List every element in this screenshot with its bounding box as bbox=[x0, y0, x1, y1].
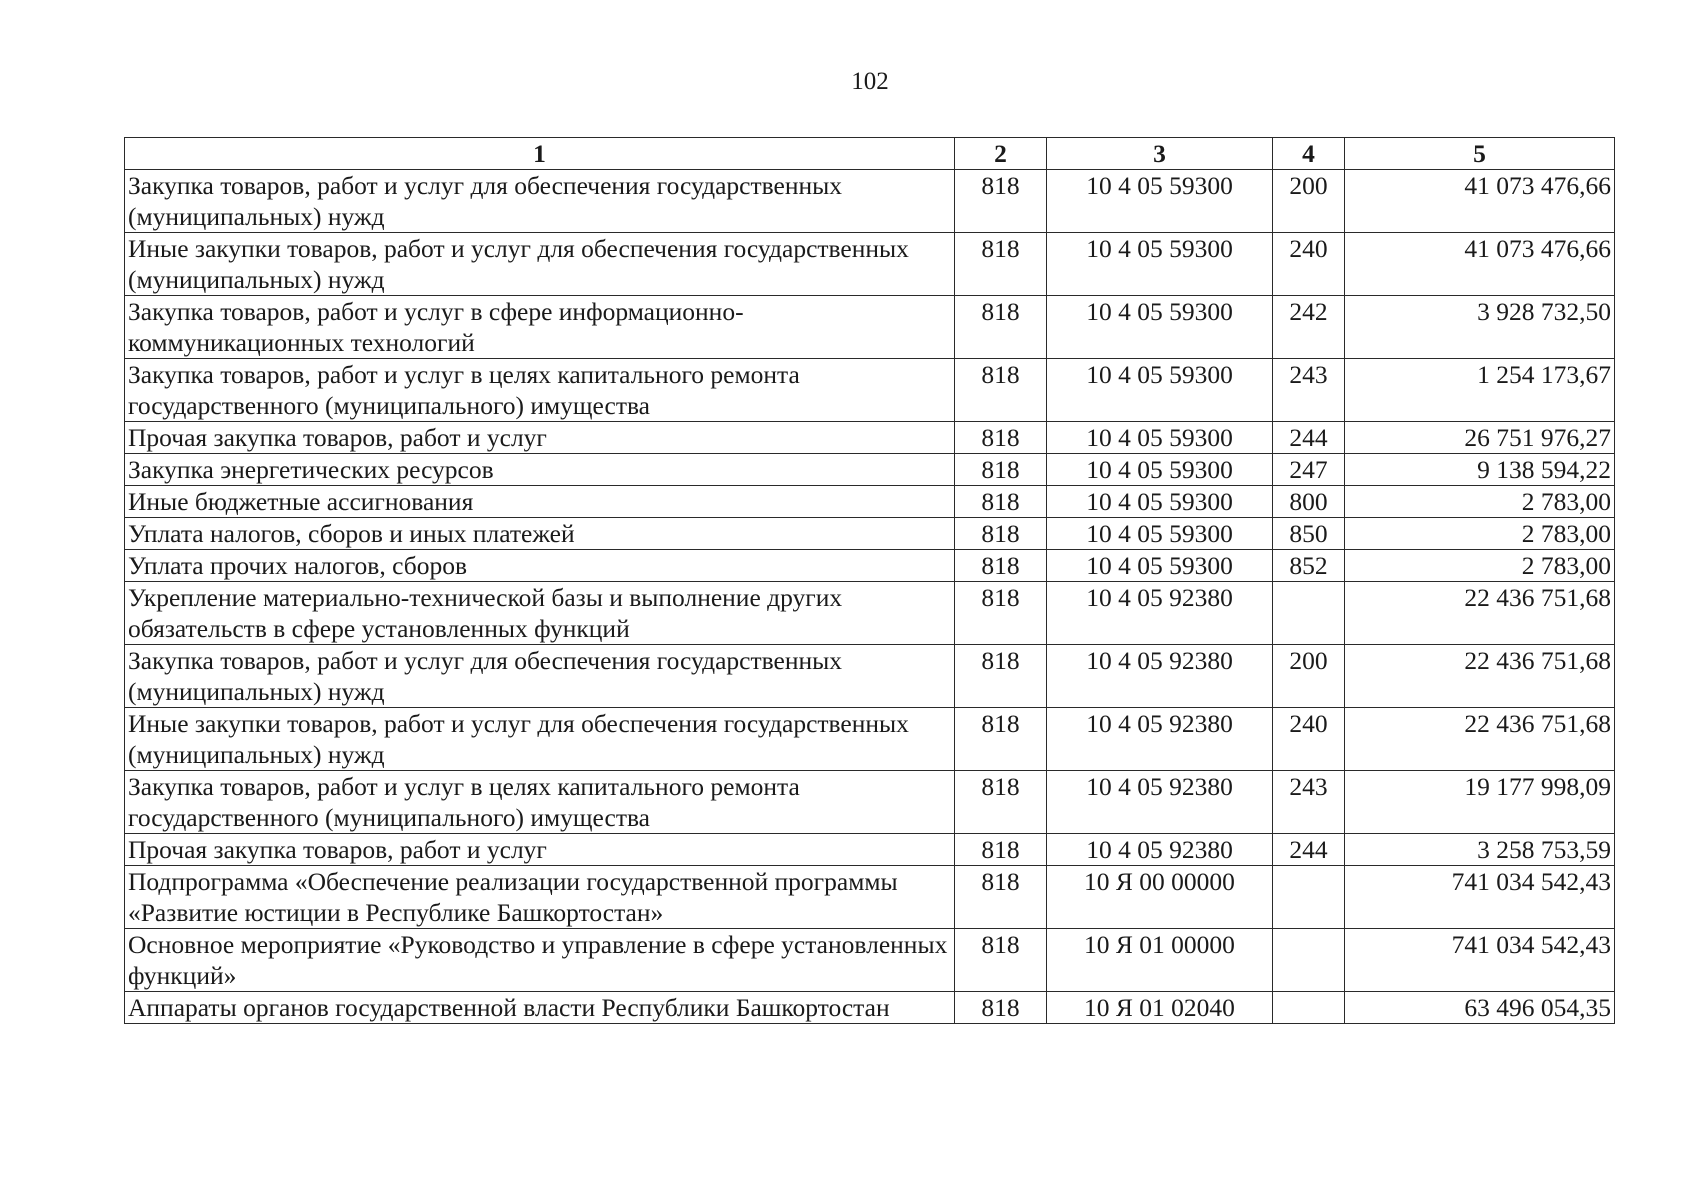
row-target-article: 10 4 05 59300 bbox=[1047, 296, 1273, 359]
row-expense-type bbox=[1273, 929, 1345, 992]
row-amount: 26 751 976,27 bbox=[1345, 422, 1615, 454]
row-code: 818 bbox=[955, 708, 1047, 771]
row-amount: 22 436 751,68 bbox=[1345, 645, 1615, 708]
row-target-article: 10 Я 00 00000 bbox=[1047, 866, 1273, 929]
row-expense-type: 242 bbox=[1273, 296, 1345, 359]
row-code: 818 bbox=[955, 359, 1047, 422]
row-name: Основное мероприятие «Руководство и управление в сфере установленных функций» bbox=[125, 929, 955, 992]
row-expense-type: 244 bbox=[1273, 422, 1345, 454]
row-target-article: 10 Я 01 02040 bbox=[1047, 992, 1273, 1024]
row-target-article: 10 4 05 59300 bbox=[1047, 233, 1273, 296]
row-code: 818 bbox=[955, 929, 1047, 992]
row-name: Подпрограмма «Обеспечение реализации государственной программы «Развитие юстиции в Республике Башкортостан» bbox=[125, 866, 955, 929]
table-header-row bbox=[125, 138, 1615, 170]
row-name: Прочая закупка товаров, работ и услуг bbox=[125, 422, 955, 454]
row-code: 818 bbox=[955, 422, 1047, 454]
table-row bbox=[125, 771, 1615, 834]
table-row bbox=[125, 929, 1615, 992]
header-col-4: 4 bbox=[1273, 138, 1345, 170]
row-code: 818 bbox=[955, 233, 1047, 296]
row-amount: 9 138 594,22 bbox=[1345, 454, 1615, 486]
table-row bbox=[125, 866, 1615, 929]
row-expense-type: 200 bbox=[1273, 170, 1345, 233]
row-target-article: 10 4 05 92380 bbox=[1047, 582, 1273, 645]
row-amount: 41 073 476,66 bbox=[1345, 170, 1615, 233]
header-col-3: 3 bbox=[1047, 138, 1273, 170]
row-amount: 3 258 753,59 bbox=[1345, 834, 1615, 866]
row-target-article: 10 4 05 59300 bbox=[1047, 422, 1273, 454]
row-target-article: 10 4 05 92380 bbox=[1047, 834, 1273, 866]
table-row bbox=[125, 422, 1615, 454]
row-expense-type: 240 bbox=[1273, 708, 1345, 771]
table-body bbox=[125, 170, 1615, 1024]
table-row bbox=[125, 582, 1615, 645]
row-expense-type: 200 bbox=[1273, 645, 1345, 708]
row-name: Закупка энергетических ресурсов bbox=[125, 454, 955, 486]
budget-table bbox=[124, 137, 1615, 1024]
row-amount: 3 928 732,50 bbox=[1345, 296, 1615, 359]
row-target-article: 10 Я 01 00000 bbox=[1047, 929, 1273, 992]
table-row bbox=[125, 645, 1615, 708]
row-expense-type: 240 bbox=[1273, 233, 1345, 296]
row-code: 818 bbox=[955, 454, 1047, 486]
table-row bbox=[125, 233, 1615, 296]
page-number: 102 bbox=[851, 68, 889, 95]
row-target-article: 10 4 05 59300 bbox=[1047, 550, 1273, 582]
row-expense-type bbox=[1273, 582, 1345, 645]
table-row bbox=[125, 550, 1615, 582]
row-name: Прочая закупка товаров, работ и услуг bbox=[125, 834, 955, 866]
row-amount: 63 496 054,35 bbox=[1345, 992, 1615, 1024]
row-code: 818 bbox=[955, 866, 1047, 929]
row-target-article: 10 4 05 59300 bbox=[1047, 454, 1273, 486]
header-col-2: 2 bbox=[955, 138, 1047, 170]
row-amount: 741 034 542,43 bbox=[1345, 866, 1615, 929]
row-expense-type: 800 bbox=[1273, 486, 1345, 518]
table-row bbox=[125, 518, 1615, 550]
row-amount: 22 436 751,68 bbox=[1345, 582, 1615, 645]
row-amount: 2 783,00 bbox=[1345, 486, 1615, 518]
row-name: Иные бюджетные ассигнования bbox=[125, 486, 955, 518]
table-row bbox=[125, 992, 1615, 1024]
row-target-article: 10 4 05 92380 bbox=[1047, 645, 1273, 708]
row-expense-type: 243 bbox=[1273, 359, 1345, 422]
row-name: Закупка товаров, работ и услуг для обеспечения государственных (муниципальных) нужд bbox=[125, 170, 955, 233]
table-row bbox=[125, 708, 1615, 771]
row-amount: 2 783,00 bbox=[1345, 518, 1615, 550]
row-code: 818 bbox=[955, 582, 1047, 645]
row-name: Закупка товаров, работ и услуг для обеспечения государственных (муниципальных) нужд bbox=[125, 645, 955, 708]
row-name: Уплата налогов, сборов и иных платежей bbox=[125, 518, 955, 550]
row-code: 818 bbox=[955, 550, 1047, 582]
row-name: Закупка товаров, работ и услуг в сфере информационно-коммуникационных технологий bbox=[125, 296, 955, 359]
table-row bbox=[125, 296, 1615, 359]
row-amount: 741 034 542,43 bbox=[1345, 929, 1615, 992]
row-amount: 22 436 751,68 bbox=[1345, 708, 1615, 771]
header-col-1: 1 bbox=[125, 138, 955, 170]
row-target-article: 10 4 05 92380 bbox=[1047, 708, 1273, 771]
row-expense-type bbox=[1273, 992, 1345, 1024]
table-row bbox=[125, 170, 1615, 233]
row-target-article: 10 4 05 92380 bbox=[1047, 771, 1273, 834]
row-expense-type: 852 bbox=[1273, 550, 1345, 582]
row-name: Закупка товаров, работ и услуг в целях капитального ремонта государственного (муниципального) имущества bbox=[125, 771, 955, 834]
row-target-article: 10 4 05 59300 bbox=[1047, 170, 1273, 233]
row-expense-type: 247 bbox=[1273, 454, 1345, 486]
row-code: 818 bbox=[955, 771, 1047, 834]
row-name: Иные закупки товаров, работ и услуг для обеспечения государственных (муниципальных) нужд bbox=[125, 233, 955, 296]
row-target-article: 10 4 05 59300 bbox=[1047, 359, 1273, 422]
row-name: Аппараты органов государственной власти Республики Башкортостан bbox=[125, 992, 955, 1024]
row-name: Укрепление материально-технической базы и выполнение других обязательств в сфере установленных функций bbox=[125, 582, 955, 645]
row-code: 818 bbox=[955, 170, 1047, 233]
row-code: 818 bbox=[955, 296, 1047, 359]
row-target-article: 10 4 05 59300 bbox=[1047, 486, 1273, 518]
row-target-article: 10 4 05 59300 bbox=[1047, 518, 1273, 550]
row-expense-type: 850 bbox=[1273, 518, 1345, 550]
row-code: 818 bbox=[955, 645, 1047, 708]
row-expense-type: 244 bbox=[1273, 834, 1345, 866]
table-row bbox=[125, 834, 1615, 866]
row-expense-type: 243 bbox=[1273, 771, 1345, 834]
row-name: Закупка товаров, работ и услуг в целях капитального ремонта государственного (муниципального) имущества bbox=[125, 359, 955, 422]
row-code: 818 bbox=[955, 518, 1047, 550]
row-code: 818 bbox=[955, 486, 1047, 518]
row-code: 818 bbox=[955, 834, 1047, 866]
row-amount: 19 177 998,09 bbox=[1345, 771, 1615, 834]
table-row bbox=[125, 486, 1615, 518]
row-amount: 2 783,00 bbox=[1345, 550, 1615, 582]
row-expense-type bbox=[1273, 866, 1345, 929]
row-amount: 1 254 173,67 bbox=[1345, 359, 1615, 422]
header-col-5: 5 bbox=[1345, 138, 1615, 170]
row-amount: 41 073 476,66 bbox=[1345, 233, 1615, 296]
table-row bbox=[125, 359, 1615, 422]
row-name: Уплата прочих налогов, сборов bbox=[125, 550, 955, 582]
row-code: 818 bbox=[955, 992, 1047, 1024]
row-name: Иные закупки товаров, работ и услуг для обеспечения государственных (муниципальных) нужд bbox=[125, 708, 955, 771]
table-row bbox=[125, 454, 1615, 486]
